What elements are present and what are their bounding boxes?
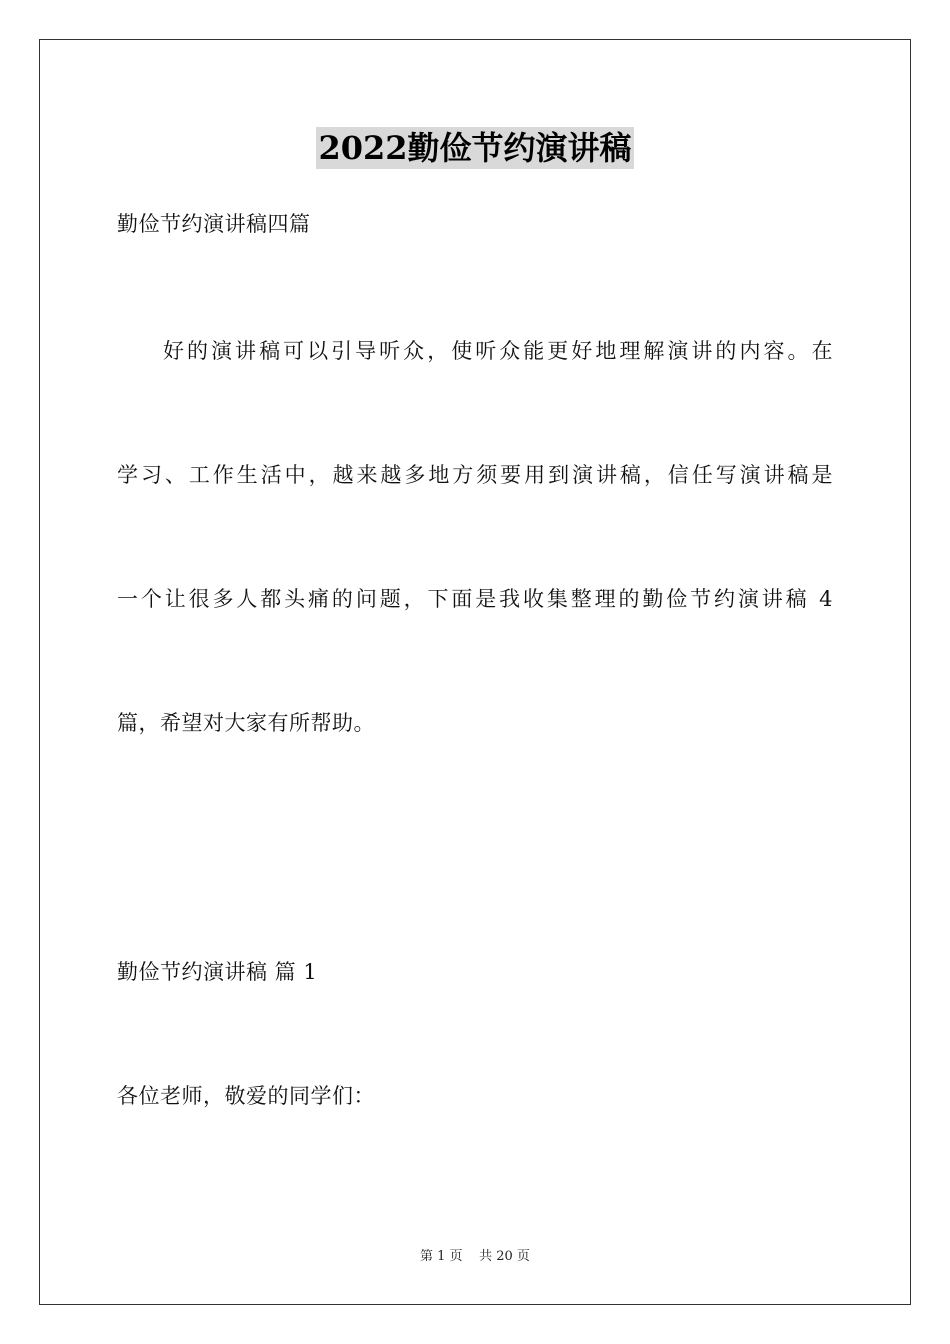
page-total: 共 20 页 <box>479 1249 530 1264</box>
document-subtitle: 勤俭节约演讲稿四篇 <box>117 212 311 236</box>
intro-line-3: 一个让很多人都头痛的问题，下面是我收集整理的勤俭节约演讲稿 4 <box>117 587 833 611</box>
document-title: 2022勤俭节约演讲稿 <box>318 129 632 167</box>
page-number: 第 1 页 <box>420 1249 463 1264</box>
title-container <box>0 127 950 169</box>
page-footer <box>0 1248 950 1266</box>
section-heading: 勤俭节约演讲稿 篇 1 <box>117 960 318 984</box>
intro-line-4: 篇，希望对大家有所帮助。 <box>117 711 375 735</box>
intro-line-2: 学习、工作生活中，越来越多地方须要用到演讲稿，信任写演讲稿是 <box>117 463 833 487</box>
intro-line-1: 好的演讲稿可以引导听众，使听众能更好地理解演讲的内容。在 <box>163 339 833 363</box>
greeting-line: 各位老师，敬爱的同学们： <box>117 1084 375 1108</box>
